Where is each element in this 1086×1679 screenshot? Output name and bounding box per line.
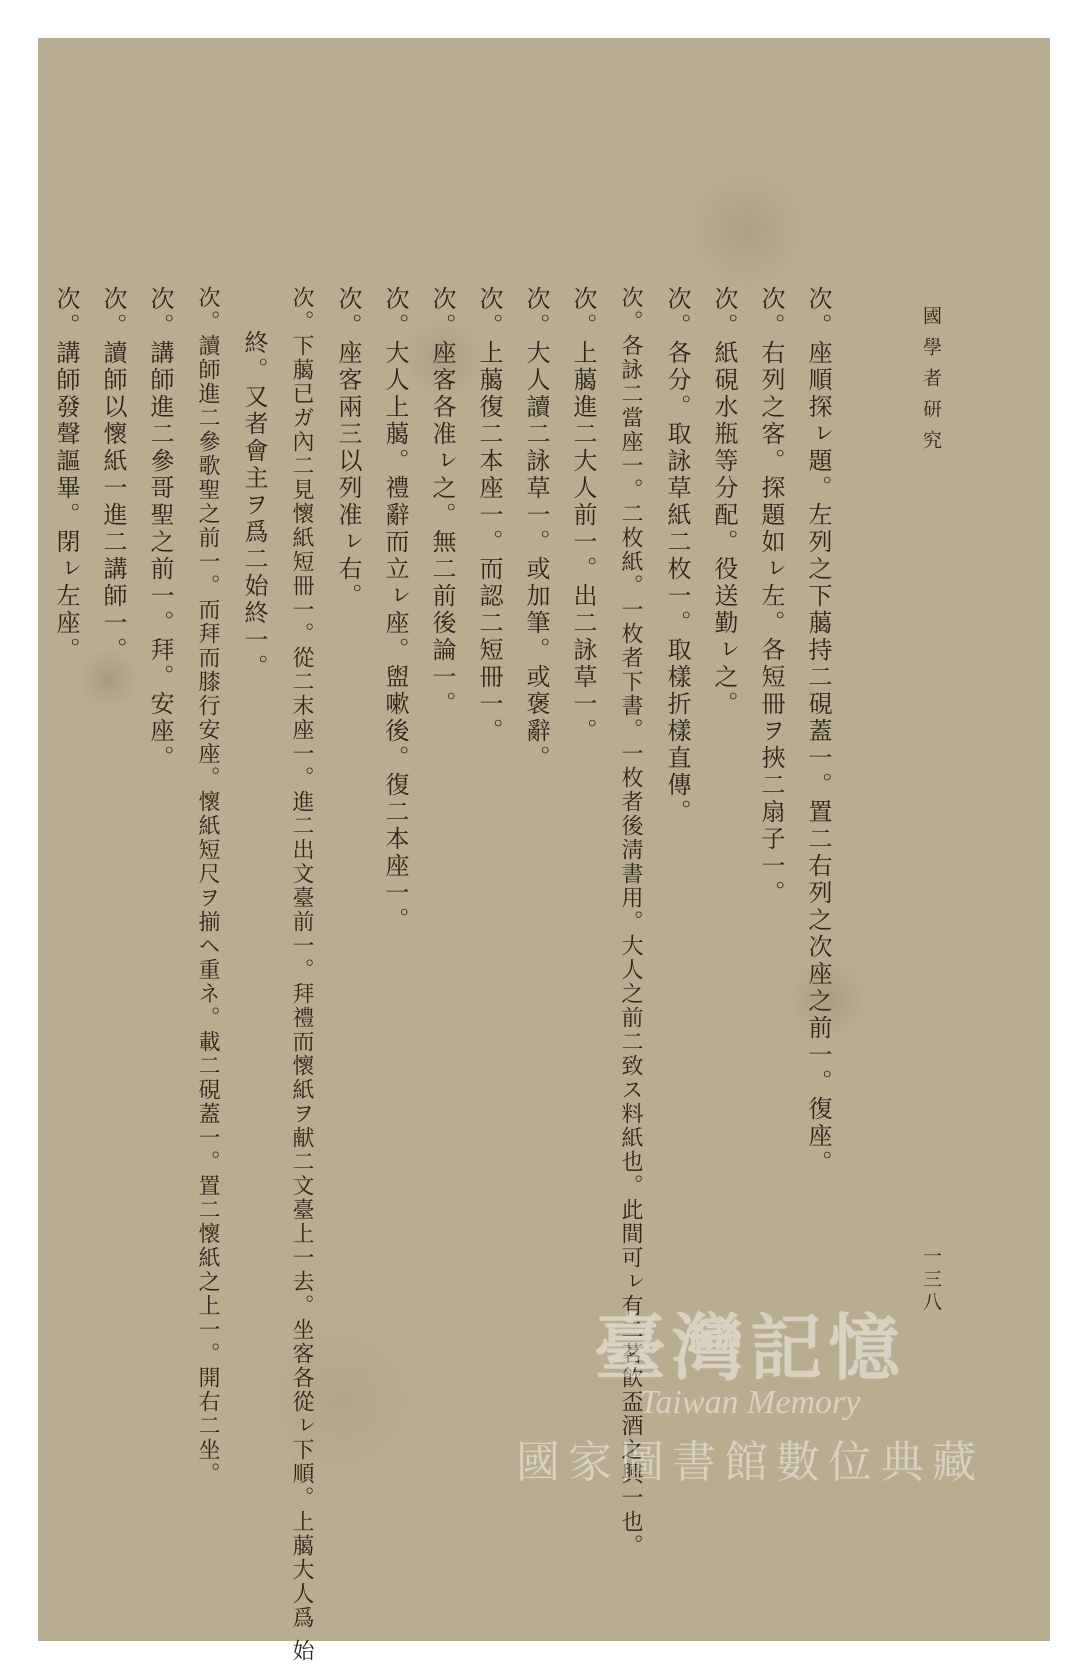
watermark-title: 臺灣記憶 (593, 1305, 906, 1390)
watermark-library: 國家圖書館數位典藏 (516, 1437, 984, 1488)
text-line: 終。又者會主ヲ爲二始終一。 (240, 330, 268, 681)
text-line: 次。大人上﨟。禮辭而立ㇾ座。盥嗽後。復二本座一。 (381, 286, 409, 934)
text-line: 次。讀師進二參歌聖之前一。而拜而膝行安座。懷紙短尺ヲ揃ヘ重ネ。載二硯蓋一。置二懷紙之上一。開右二坐。 (195, 286, 220, 1486)
page-number: 一三八 (920, 1246, 942, 1315)
text-line: 次。上﨟進二大人前一。出二詠草一。 (569, 286, 597, 745)
text-line: 次。座客各准ㇾ之。無二前後論一。 (428, 286, 456, 718)
text-line: 次。講師進二參哥聖之前一。拜。安座。 (146, 286, 174, 772)
text-line: 次。座順探ㇾ題。左列之下﨟持二硯蓋一。置二右列之次座之前一。復座。 (804, 286, 832, 1177)
text-line: 次。講師發聲謳畢。閉ㇾ左座。 (52, 286, 80, 664)
watermark-subtitle: Taiwan Memory (639, 1384, 861, 1421)
text-line: 次。右列之客。探題如ㇾ左。各短冊ヲ挾二扇子一。 (757, 286, 785, 907)
text-line: 次。讀師以懷紙一進二講師一。 (99, 286, 127, 664)
text-line: 次。座客兩三以列准ㇾ右。 (334, 286, 362, 610)
running-header: 國學者研究 (920, 306, 942, 461)
library-watermark (470, 1290, 1030, 1490)
text-line: 次。各詠二當座一。二枚紙。一枚者下書。一枚者後淸書用。大人之前二致ス料紙也。此間可ㇾ有二茗飮盃酒之興一也。 (618, 286, 643, 1558)
text-line: 次。各分。取詠草紙二枚一。取樣折樣直傳。 (663, 286, 691, 826)
text-line: 次。紙硯水瓶等分配。役送勤ㇾ之。 (710, 286, 738, 718)
text-line: 次。大人讀二詠草一。或加筆。或褒辭。 (522, 286, 550, 772)
text-line: 次。上﨟復二本座一。而認二短冊一。 (475, 286, 503, 745)
text-line: 次。下﨟已ガ內二見懷紙短冊一。從二末座一。進二出文臺前一。拜禮而懷紙ヲ献二文臺上一去。坐客各從ㇾ下順。上﨟大人爲 始 (289, 286, 314, 1663)
